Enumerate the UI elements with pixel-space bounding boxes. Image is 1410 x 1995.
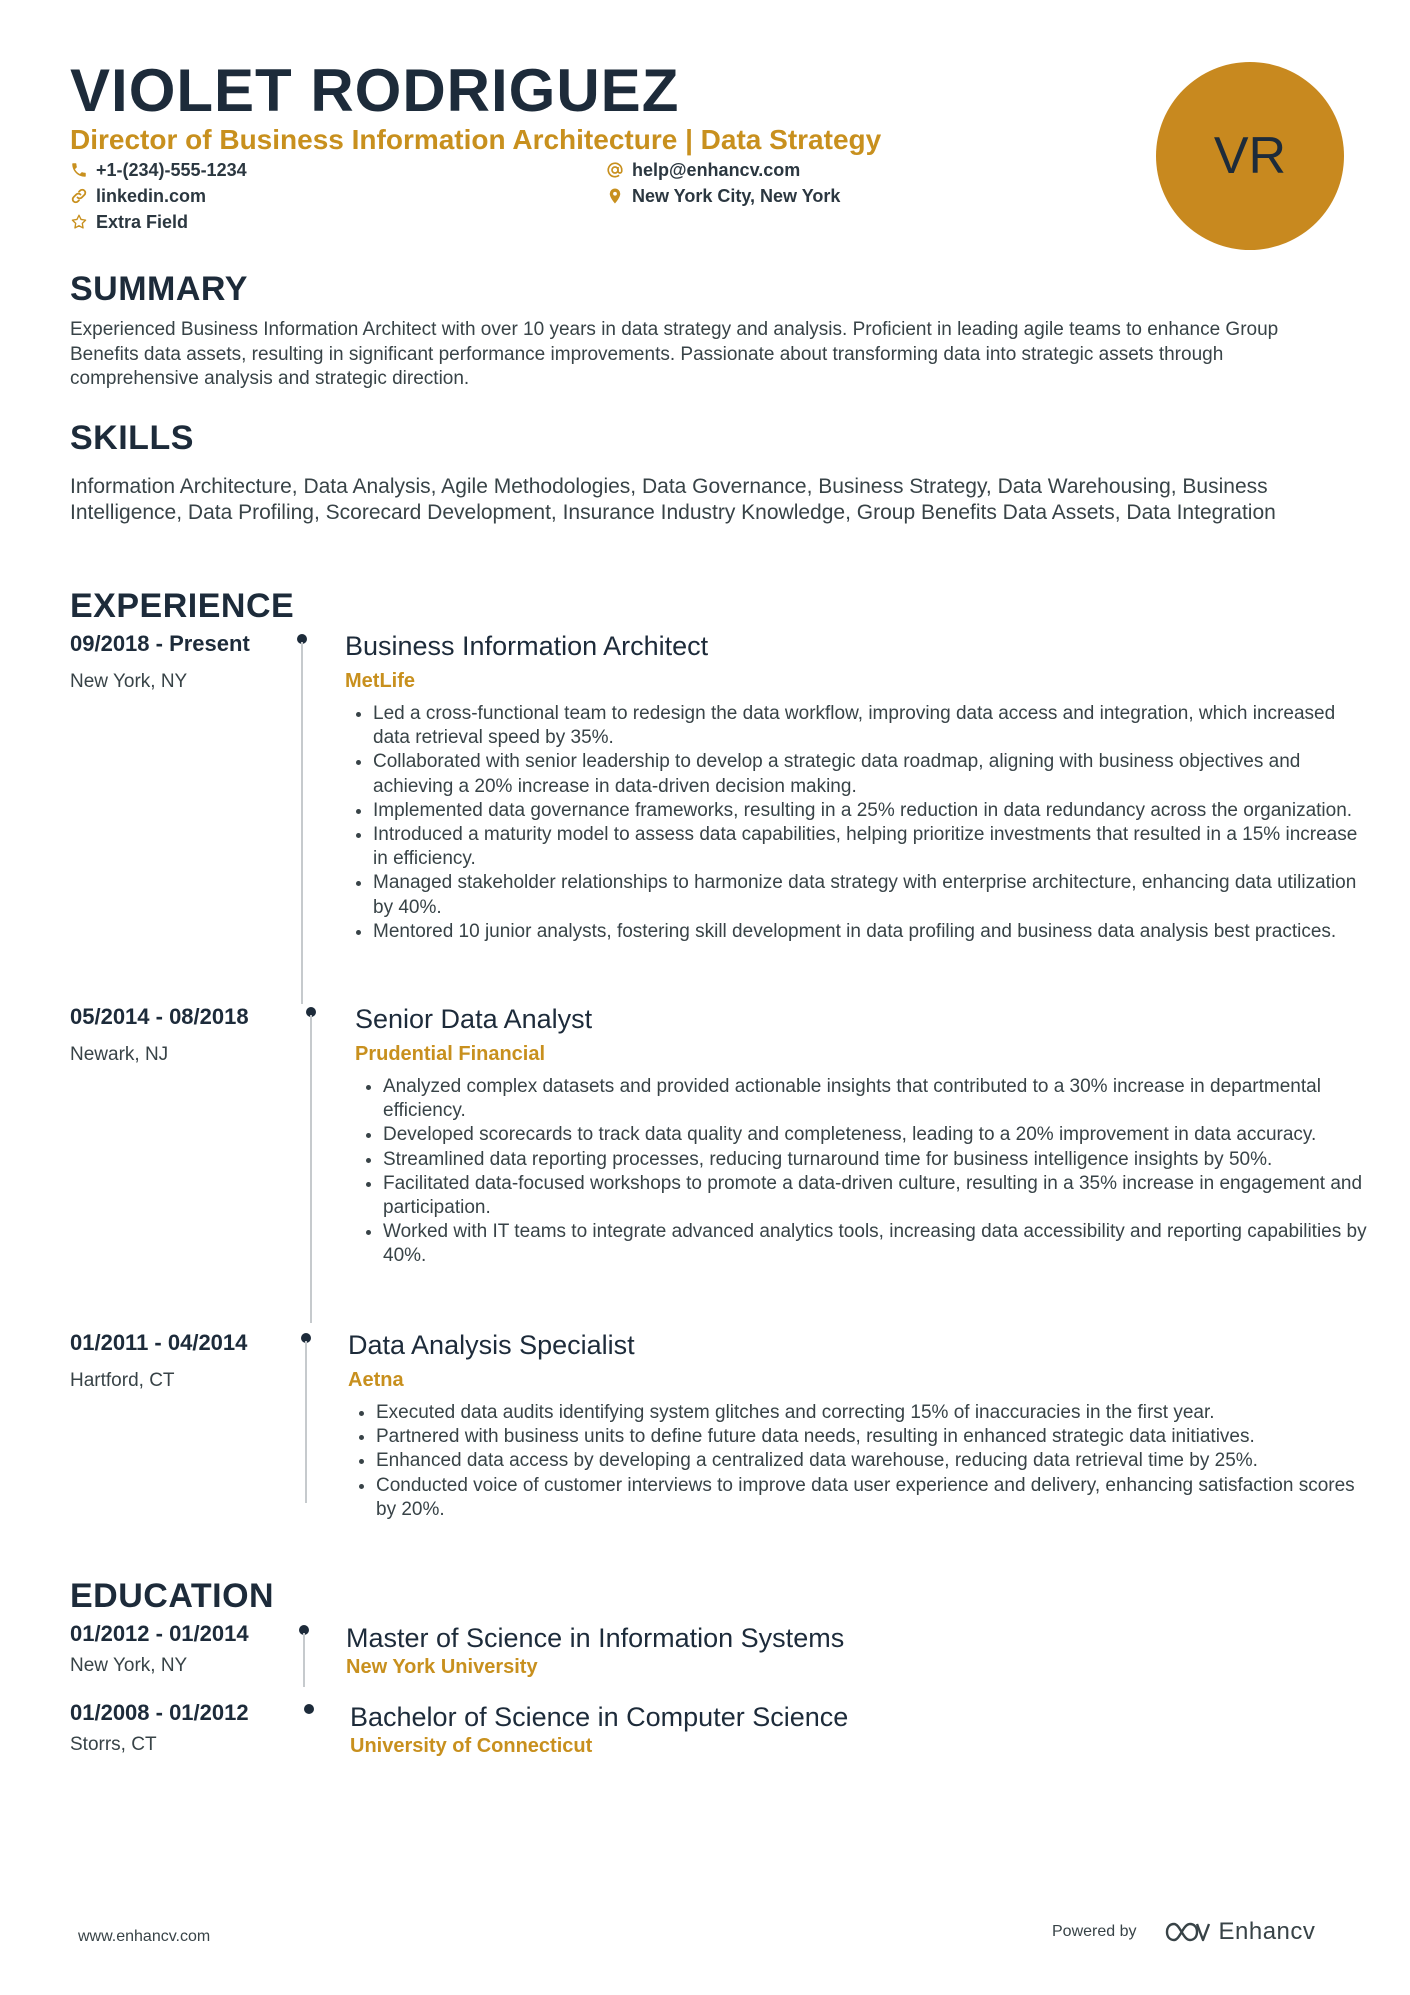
- education-heading: EDUCATION: [70, 1577, 275, 1615]
- extra-field-text: Extra Field: [96, 212, 189, 232]
- bullet-item: • Managed stakeholder relationships to harmonize data strategy with enterprise architecture, enhancing data utilization by 40%.: [373, 871, 1373, 919]
- phone-text: +1-(234)-555-1234: [96, 160, 247, 180]
- timeline-line: [303, 1633, 305, 1687]
- location-text: New York City, New York: [632, 186, 841, 206]
- skills-text: Information Architecture, Data Analysis, Agile Methodologies, Data Governance, Business Strategy, Data Warehousing, Business Intelligence, Data Profiling, Scorecard Development, Insurance Industry Knowledge, Group Benefits Data Assets, Data Integration: [70, 475, 1276, 524]
- footer-branding[interactable]: [1052, 1918, 1315, 1946]
- education-school: University of Connecticut: [350, 1735, 593, 1757]
- candidate-name: VIOLET RODRIGUEZ: [70, 57, 680, 124]
- summary-heading: SUMMARY: [70, 270, 248, 308]
- bullet-item: • Enhanced data access by developing a centralized data warehouse, reducing data retrieval time by 25%.: [376, 1449, 1376, 1473]
- experience-bullets: [355, 1075, 1373, 1269]
- experience-role: Senior Data Analyst: [355, 1004, 593, 1034]
- brand-name: Enhancv: [1218, 1918, 1316, 1945]
- experience-company: MetLife: [345, 670, 415, 692]
- education-degree: Master of Science in Information Systems: [346, 1623, 845, 1653]
- summary-text: Experienced Business Information Architect with over 10 years in data strategy and analysis. Proficient in leading agile teams to enhance Group Benefits data assets, resulting in significant performance improvements. Passionate about transforming data into strategic assets through comprehensive analysis and strategic direction.: [70, 319, 1279, 389]
- timeline-dot: [304, 1704, 314, 1714]
- experience-location: Newark, NJ: [70, 1044, 169, 1065]
- education-date: 01/2012 - 01/2014: [70, 1621, 249, 1646]
- experience-date: 09/2018 - Present: [70, 631, 250, 656]
- timeline-line: [310, 1015, 312, 1323]
- email-icon: [606, 161, 624, 179]
- experience-role: Data Analysis Specialist: [348, 1330, 635, 1360]
- bullet-item: • Collaborated with senior leadership to develop a strategic data roadmap, aligning with business objectives and achieving a 20% increase in data-driven decision making.: [373, 750, 1373, 798]
- experience-location: Hartford, CT: [70, 1370, 175, 1391]
- contact-location: [606, 184, 840, 208]
- experience-bullets: [345, 702, 1373, 944]
- bullet-item: • Partnered with business units to define future data needs, resulting in enhanced strategic data initiatives.: [376, 1425, 1376, 1449]
- powered-by-text: Powered by: [1052, 1923, 1137, 1940]
- star-icon: [70, 213, 88, 231]
- bullet-item: • Introduced a maturity model to assess data capabilities, helping prioritize investments that resulted in a 15% increase in efficiency.: [373, 823, 1373, 871]
- education-degree: Bachelor of Science in Computer Science: [350, 1702, 849, 1732]
- bullet-item: • Developed scorecards to track data quality and completeness, leading to a 20% improvement in data accuracy.: [383, 1123, 1373, 1147]
- experience-company: Aetna: [348, 1369, 404, 1391]
- education-date: 01/2008 - 01/2012: [70, 1700, 249, 1725]
- experience-heading: EXPERIENCE: [70, 587, 295, 625]
- contact-phone[interactable]: [70, 158, 247, 182]
- contact-email[interactable]: [606, 158, 800, 182]
- education-school: New York University: [346, 1656, 538, 1678]
- candidate-headline: Director of Business Information Architecture | Data Strategy: [70, 124, 882, 155]
- experience-bullets: [348, 1401, 1376, 1522]
- bullet-item: • Worked with IT teams to integrate advanced analytics tools, increasing data accessibility and reporting capabilities by 40%.: [383, 1220, 1373, 1268]
- footer-website[interactable]: www.enhancv.com: [78, 1928, 211, 1945]
- skills-heading: SKILLS: [70, 419, 194, 457]
- experience-role: Business Information Architect: [345, 631, 709, 661]
- education-location: Storrs, CT: [70, 1734, 157, 1755]
- contact-linkedin[interactable]: [70, 184, 206, 208]
- timeline-line: [301, 642, 303, 1004]
- timeline-line: [305, 1341, 307, 1503]
- bullet-item: • Mentored 10 junior analysts, fostering skill development in data profiling and business data analysis best practices.: [373, 920, 1373, 944]
- avatar-initials: VR: [1213, 127, 1287, 185]
- linkedin-text: linkedin.com: [96, 186, 207, 206]
- bullet-item: • Executed data audits identifying system glitches and correcting 15% of inaccuracies in the first year.: [376, 1401, 1376, 1425]
- email-text: help@enhancv.com: [632, 160, 801, 180]
- bullet-item: • Implemented data governance frameworks, resulting in a 25% reduction in data redundancy across the organization.: [373, 799, 1373, 823]
- enhancv-logo-icon: [1163, 1919, 1211, 1945]
- phone-icon: [70, 161, 88, 179]
- location-pin-icon: [606, 187, 624, 205]
- experience-location: New York, NY: [70, 671, 188, 692]
- bullet-item: • Conducted voice of customer interviews to improve data user experience and delivery, enhancing satisfaction scores by 20%.: [376, 1474, 1376, 1522]
- bullet-item: • Facilitated data-focused workshops to promote a data-driven culture, resulting in a 35% increase in engagement and participation.: [383, 1172, 1373, 1220]
- experience-date: 01/2011 - 04/2014: [70, 1330, 248, 1355]
- experience-date: 05/2014 - 08/2018: [70, 1004, 249, 1029]
- link-icon: [70, 187, 88, 205]
- bullet-item: • Led a cross-functional team to redesign the data workflow, improving data access and integration, which increased data retrieval speed by 35%.: [373, 702, 1373, 750]
- contact-extra: [70, 210, 188, 234]
- avatar: [1156, 62, 1344, 250]
- education-location: New York, NY: [70, 1655, 188, 1676]
- bullet-item: • Analyzed complex datasets and provided actionable insights that contributed to a 30% increase in departmental efficiency.: [383, 1075, 1373, 1123]
- experience-company: Prudential Financial: [355, 1043, 546, 1065]
- bullet-item: • Streamlined data reporting processes, reducing turnaround time for business intelligence insights by 50%.: [383, 1148, 1373, 1172]
